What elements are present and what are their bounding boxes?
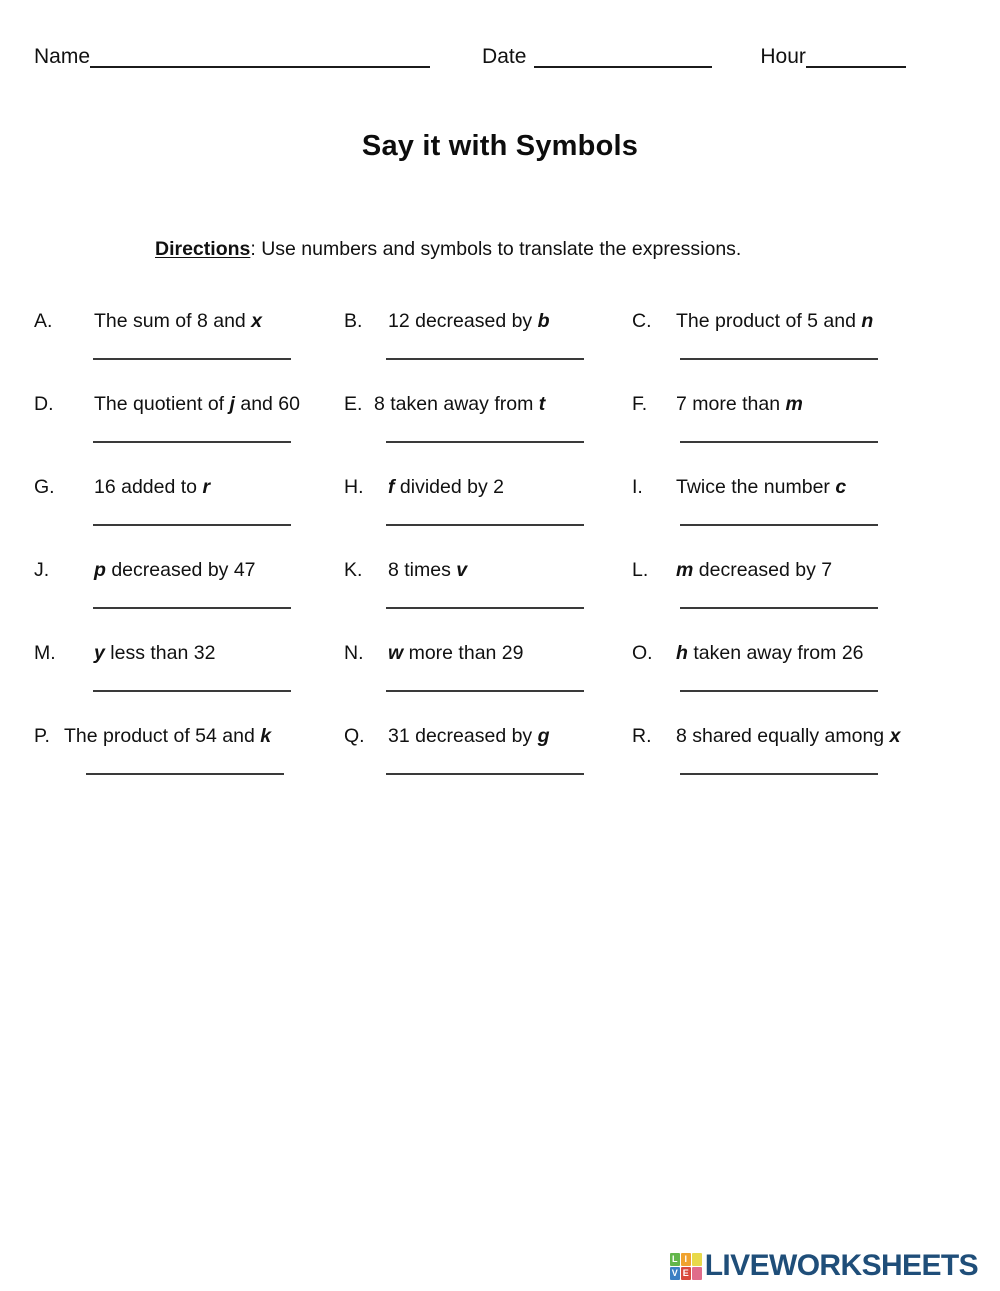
problem-item-f (632, 393, 992, 423)
answer-blank-m[interactable] (93, 690, 291, 692)
name-label: Name (34, 45, 91, 68)
variable-y: y (94, 642, 105, 664)
problem-text: The product of 5 and n (676, 310, 874, 332)
problem-label: L. (632, 559, 649, 581)
problem-label: A. (34, 310, 53, 332)
problem-item-g (34, 476, 354, 506)
problem-item-p (34, 725, 354, 755)
date-input-blank[interactable] (534, 51, 712, 68)
answer-blank-d[interactable] (93, 441, 291, 443)
problem-item-i (632, 476, 992, 506)
problem-text: The product of 54 and k (64, 725, 272, 747)
answer-blank-e[interactable] (386, 441, 584, 443)
problem-text: The quotient of j and 60 (94, 393, 300, 415)
problem-text: h taken away from 26 (676, 642, 864, 664)
problem-label: M. (34, 642, 56, 664)
problem-label: R. (632, 725, 652, 747)
hour-label: Hour (760, 45, 806, 68)
logo-tile-5 (692, 1267, 702, 1280)
problem-label: F. (632, 393, 648, 415)
problem-label: J. (34, 559, 50, 581)
variable-r: r (202, 476, 211, 498)
problem-text: The sum of 8 and x (94, 310, 263, 332)
answer-blank-r[interactable] (680, 773, 878, 775)
problem-text: 8 taken away from t (374, 393, 546, 415)
variable-w: w (388, 642, 404, 664)
logo-tile-2 (692, 1253, 702, 1266)
variable-t: t (538, 393, 546, 415)
problem-item-q (344, 725, 664, 755)
problem-label: Q. (344, 725, 365, 747)
directions-text (155, 238, 741, 261)
variable-p: p (94, 559, 106, 581)
problem-label: B. (344, 310, 363, 332)
problem-item-b (344, 310, 664, 340)
answer-blank-n[interactable] (386, 690, 584, 692)
variable-g: g (537, 725, 550, 747)
variable-b: b (537, 310, 550, 332)
answer-blank-l[interactable] (680, 607, 878, 609)
problem-label: N. (344, 642, 364, 664)
problem-label: E. (344, 393, 363, 415)
variable-x: x (889, 725, 901, 747)
problem-text: 7 more than m (676, 393, 803, 415)
problem-text: 16 added to r (94, 476, 211, 498)
logo-tile-i: I (681, 1253, 691, 1266)
liveworksheets-wordmark: LIVEWORKSHEETS (704, 1249, 978, 1282)
answer-blank-o[interactable] (680, 690, 878, 692)
variable-f: f (388, 476, 395, 498)
logo-tile-v: V (671, 1267, 678, 1278)
variable-h: h (676, 642, 688, 664)
problem-text: p decreased by 47 (94, 559, 256, 581)
variable-x: x (251, 310, 263, 332)
answer-blank-q[interactable] (386, 773, 584, 775)
logo-tile-l: L (670, 1253, 680, 1266)
problem-label: I. (632, 476, 643, 498)
problem-item-m (34, 642, 354, 672)
answer-blank-p[interactable] (86, 773, 284, 775)
problem-label: H. (344, 476, 364, 498)
liveworksheets-logo[interactable] (670, 1251, 978, 1281)
problem-text: w more than 29 (388, 642, 524, 664)
problem-grid (0, 310, 1000, 808)
problem-label: G. (34, 476, 55, 498)
problem-item-o (632, 642, 992, 672)
name-field-group (34, 46, 430, 68)
problem-text: 31 decreased by g (388, 725, 550, 747)
answer-blank-k[interactable] (386, 607, 584, 609)
page-title: Say it with Symbols (361, 130, 639, 162)
problem-text: f divided by 2 (388, 476, 504, 498)
problem-text: y less than 32 (94, 642, 216, 664)
problem-row (0, 393, 1000, 476)
problem-item-r (632, 725, 992, 755)
hour-input-blank[interactable] (806, 51, 906, 68)
problem-item-n (344, 642, 664, 672)
problem-item-c (632, 310, 992, 340)
variable-c: c (835, 476, 847, 498)
problem-label: K. (344, 559, 363, 581)
variable-n: n (861, 310, 874, 332)
problem-row (0, 476, 1000, 559)
problem-label: O. (632, 642, 653, 664)
problem-row (0, 642, 1000, 725)
problem-item-j (34, 559, 354, 589)
directions-keyword: Directions (155, 238, 251, 260)
problem-item-e (344, 393, 664, 423)
logo-tile-e: E (682, 1267, 689, 1278)
answer-blank-b[interactable] (386, 358, 584, 360)
problem-row (0, 725, 1000, 808)
variable-v: v (456, 559, 468, 581)
problem-text: 8 times v (388, 559, 468, 581)
problem-label: C. (632, 310, 652, 332)
name-input-blank[interactable] (90, 51, 430, 68)
variable-m: m (785, 393, 803, 415)
problem-row (0, 310, 1000, 393)
problem-label: P. (34, 725, 50, 747)
problem-item-d (34, 393, 354, 423)
variable-k: k (260, 725, 272, 747)
answer-blank-j[interactable] (93, 607, 291, 609)
problem-item-a (34, 310, 354, 340)
variable-j: j (229, 393, 235, 415)
date-field-group (482, 46, 712, 68)
variable-m: m (676, 559, 694, 581)
problem-label: D. (34, 393, 54, 415)
answer-blank-g[interactable] (93, 524, 291, 526)
problem-row (0, 559, 1000, 642)
hour-field-group (760, 46, 906, 68)
liveworksheets-mark-icon (670, 1253, 702, 1280)
problem-item-k (344, 559, 664, 589)
problem-text: 12 decreased by b (388, 310, 550, 332)
problem-text: 8 shared equally among x (676, 725, 901, 747)
answer-blank-i[interactable] (680, 524, 878, 526)
answer-blank-f[interactable] (680, 441, 878, 443)
answer-blank-c[interactable] (680, 358, 878, 360)
directions-body: : Use numbers and symbols to translate the expressions. (250, 238, 742, 260)
answer-blank-a[interactable] (93, 358, 291, 360)
answer-blank-h[interactable] (386, 524, 584, 526)
problem-text: m decreased by 7 (676, 559, 833, 581)
problem-item-l (632, 559, 992, 589)
student-info-header (0, 34, 1000, 68)
problem-text: Twice the number c (676, 476, 847, 498)
problem-item-h (344, 476, 664, 506)
date-label: Date (482, 45, 527, 68)
